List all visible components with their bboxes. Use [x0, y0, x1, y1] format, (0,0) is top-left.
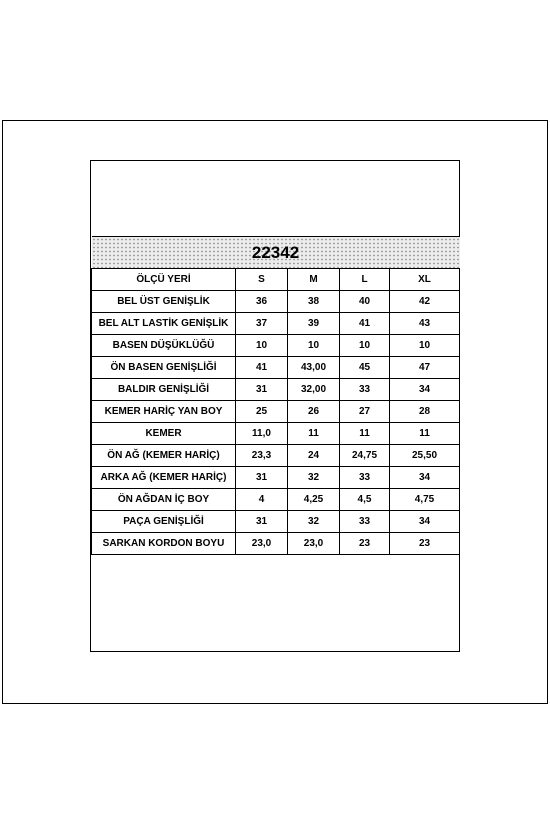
measurement-label: ÖN AĞDAN İÇ BOY: [92, 489, 236, 511]
measurement-value: 43,00: [288, 357, 340, 379]
size-header: M: [288, 269, 340, 291]
measurement-value: 26: [288, 401, 340, 423]
measurement-row: [92, 401, 460, 423]
measurement-label: BEL ÜST GENİŞLİK: [92, 291, 236, 313]
measurement-value: 38: [288, 291, 340, 313]
measurement-row: [92, 533, 460, 555]
size-chart-table: [91, 236, 460, 555]
measurement-value: 43: [390, 313, 460, 335]
header-row: [92, 269, 460, 291]
size-header: XL: [390, 269, 460, 291]
header-label: ÖLÇÜ YERİ: [92, 269, 236, 291]
measurement-value: 4,25: [288, 489, 340, 511]
measurement-value: 4,75: [390, 489, 460, 511]
measurement-label: BEL ALT LASTİK GENİŞLİK: [92, 313, 236, 335]
measurement-value: 11,0: [236, 423, 288, 445]
measurement-value: 24,75: [340, 445, 390, 467]
measurement-row: [92, 335, 460, 357]
measurement-label: SARKAN KORDON BOYU: [92, 533, 236, 555]
measurement-value: 33: [340, 467, 390, 489]
measurement-value: 31: [236, 511, 288, 533]
measurement-value: 36: [236, 291, 288, 313]
measurement-value: 11: [390, 423, 460, 445]
measurement-value: 47: [390, 357, 460, 379]
measurement-label: KEMER HARİÇ YAN BOY: [92, 401, 236, 423]
title-row: [92, 237, 460, 269]
product-code-cell: [92, 237, 460, 269]
measurement-value: 34: [390, 467, 460, 489]
size-header: L: [340, 269, 390, 291]
measurement-row: [92, 291, 460, 313]
measurement-value: 40: [340, 291, 390, 313]
measurement-value: 23,0: [288, 533, 340, 555]
measurement-row: [92, 445, 460, 467]
measurement-value: 10: [288, 335, 340, 357]
measurement-value: 37: [236, 313, 288, 335]
product-code: 22342: [251, 242, 300, 262]
measurement-label: ÖN AĞ (KEMER HARİÇ): [92, 445, 236, 467]
measurement-value: 27: [340, 401, 390, 423]
measurement-value: 23: [390, 533, 460, 555]
measurement-value: 32,00: [288, 379, 340, 401]
measurement-value: 23: [340, 533, 390, 555]
measurement-value: 4,5: [340, 489, 390, 511]
measurement-row: [92, 467, 460, 489]
measurement-label: BASEN DÜŞÜKLÜĞÜ: [92, 335, 236, 357]
measurement-row: [92, 357, 460, 379]
measurement-row: [92, 489, 460, 511]
measurement-value: 10: [340, 335, 390, 357]
measurement-value: 23,0: [236, 533, 288, 555]
measurement-label: KEMER: [92, 423, 236, 445]
measurement-row: [92, 379, 460, 401]
size-header: S: [236, 269, 288, 291]
measurement-value: 4: [236, 489, 288, 511]
measurement-value: 41: [236, 357, 288, 379]
measurement-value: 11: [340, 423, 390, 445]
measurement-value: 31: [236, 379, 288, 401]
measurement-value: 39: [288, 313, 340, 335]
measurement-value: 33: [340, 379, 390, 401]
measurement-value: 11: [288, 423, 340, 445]
measurement-value: 45: [340, 357, 390, 379]
measurement-value: 23,3: [236, 445, 288, 467]
measurement-value: 28: [390, 401, 460, 423]
size-chart-sheet: [90, 160, 460, 652]
measurement-row: [92, 313, 460, 335]
measurement-value: 33: [340, 511, 390, 533]
measurement-row: [92, 511, 460, 533]
measurement-value: 10: [390, 335, 460, 357]
measurement-value: 24: [288, 445, 340, 467]
measurement-value: 32: [288, 511, 340, 533]
measurement-value: 32: [288, 467, 340, 489]
measurement-label: PAÇA GENİŞLİĞİ: [92, 511, 236, 533]
measurement-value: 34: [390, 379, 460, 401]
measurement-value: 31: [236, 467, 288, 489]
measurement-value: 41: [340, 313, 390, 335]
measurement-value: 25,50: [390, 445, 460, 467]
measurement-value: 10: [236, 335, 288, 357]
measurement-value: 25: [236, 401, 288, 423]
measurement-row: [92, 423, 460, 445]
measurement-value: 34: [390, 511, 460, 533]
measurement-value: 42: [390, 291, 460, 313]
measurement-label: ARKA AĞ (KEMER HARİÇ): [92, 467, 236, 489]
measurement-label: BALDIR GENİŞLİĞİ: [92, 379, 236, 401]
measurement-label: ÖN BASEN GENİŞLİĞİ: [92, 357, 236, 379]
